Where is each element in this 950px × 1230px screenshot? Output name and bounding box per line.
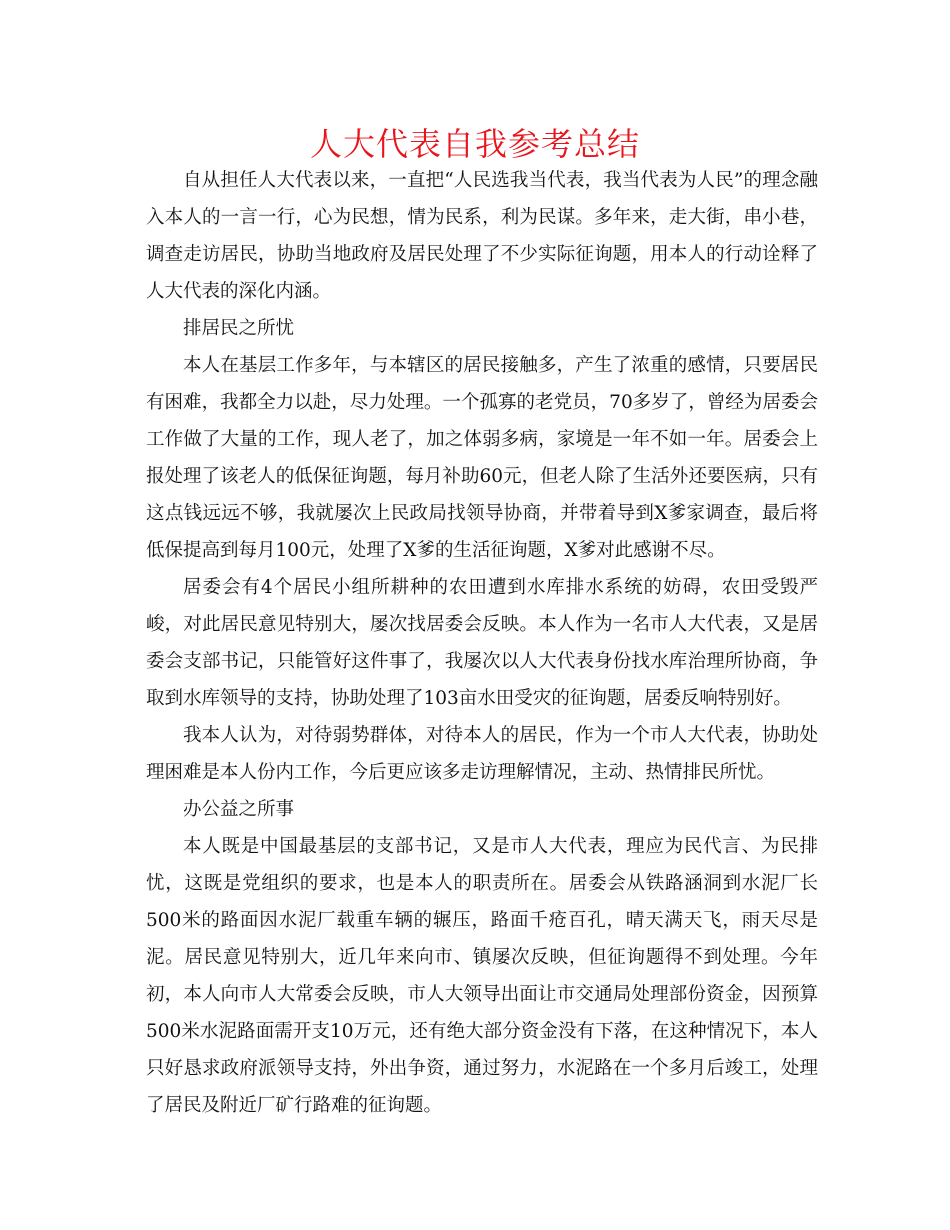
paragraph-intro: 自从担任人大代表以来，一直把“人民选我当代表，我当代表为人民”的理念融入本人的一言一行，心为民想，情为民系，利为民谋。多年来，走大街，串小巷，调查走访居民，协助当地政府及居民处理了不少实际征询题，用本人的行动诠释了人大代表的深化内涵。 <box>146 170 818 302</box>
section-heading-worries: 排居民之所忧 <box>183 318 295 339</box>
document-body <box>146 162 818 1124</box>
paragraph-road-repair: 本人既是中国最基层的支部书记，又是市人大代表，理应为民代言、为民排忧，这既是党组织的要求，也是本人的职责所在。居委会从铁路涵洞到水泥厂长500米的路面因水泥厂载重车辆的辗压，路面千疮百孔，晴天满天飞，雨天尽是泥。居民意见特别大，近几年来向市、镇屡次反映，但征询题得不到处理。今年初，本人向市人大常委会反映，市人大领导出面让市交通局处理部份资金，因预算500米水泥路面需开支10万元，还有绝大部分资金没有下落，在这种情况下，本人只好恳求政府派领导支持，外出争资，通过努力，水泥路在一个多月后竣工，处理了居民及附近厂矿行路难的征询题。 <box>146 836 818 1116</box>
section-heading-public-welfare: 办公益之所事 <box>183 799 295 820</box>
paragraph-farmland: 居委会有4个居民小组所耕种的农田遭到水库排水系统的妨碍，农田受毁严峻，对此居民意见特别大，屡次找居委会反映。本人作为一名市人大代表，又是居委会支部书记，只能管好这件事了，我屡次以人大代表身份找水库治理所协商，争取到水库领导的支持，协助处理了103亩水田受灾的征询题，居委反响特别好。 <box>146 577 818 709</box>
paragraph-vulnerable-groups: 我本人认为，对待弱势群体，对待本人的居民，作为一个市人大代表，协助处理困难是本人份内工作，今后更应该多走访理解情况，主动、热情排民所忧。 <box>146 725 818 783</box>
document-title: 人大代表自我参考总结 <box>309 125 640 163</box>
paragraph-elderly-member: 本人在基层工作多年，与本辖区的居民接触多，产生了浓重的感情，只要居民有困难，我都全力以赴，尽力处理。一个孤寡的老党员，70多岁了，曾经为居委会工作做了大量的工作，现人老了，加之体弱多病，家境是一年不如一年。居委会上报处理了该老人的低保征询题，每月补助60元，但老人除了生活外还要医病，只有这点钱远远不够，我就屡次上民政局找领导协商，并带着导到X爹家调查，最后将低保提高到每月100元，处理了X爹的生活征询题，X爹对此感谢不尽。 <box>146 355 818 561</box>
